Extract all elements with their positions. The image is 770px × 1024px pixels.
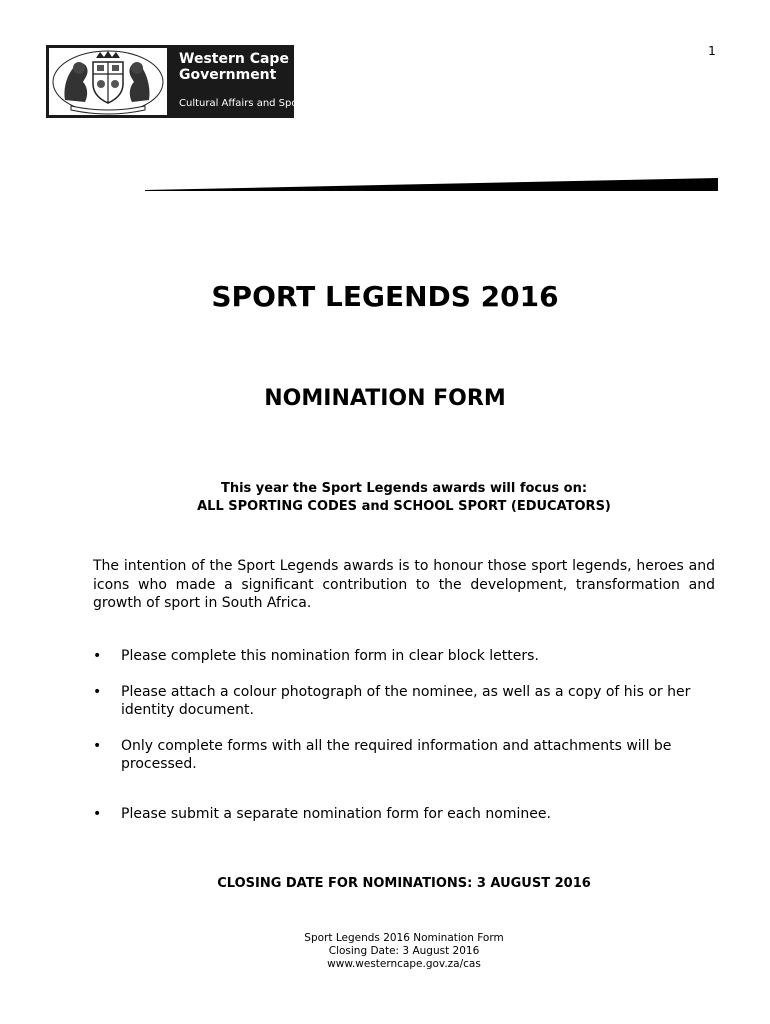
focus-statement — [0, 480, 770, 516]
bullet-icon: • — [93, 805, 102, 822]
logo-department: Cultural Affairs and Sport — [179, 98, 306, 109]
footer-website-link[interactable]: www.westerncape.gov.za/cas — [327, 958, 481, 970]
list-item-text: Please attach a colour photograph of the nominee, as well as a copy of his or her identity document. — [121, 683, 691, 718]
page-footer — [0, 932, 770, 971]
list-item — [93, 647, 715, 666]
closing-date: CLOSING DATE FOR NOMINATIONS: 3 AUGUST 2016 — [217, 876, 591, 891]
header-wedge-rule — [145, 176, 718, 192]
footer-form-name: Sport Legends 2016 Nomination Form — [304, 932, 504, 944]
list-item — [93, 683, 715, 720]
list-item — [93, 737, 715, 774]
logo-title-line-2: Government — [179, 67, 277, 83]
bullet-icon: • — [93, 737, 102, 754]
government-logo — [46, 45, 306, 118]
list-item-text: Please complete this nomination form in clear block letters. — [121, 648, 539, 664]
bullet-icon: • — [93, 648, 102, 664]
focus-line-1: This year the Sport Legends awards will focus on: — [220, 481, 588, 496]
instructions-list — [93, 647, 715, 823]
document-subtitle: NOMINATION FORM — [264, 386, 506, 411]
focus-line-2: ALL SPORTING CODES and SCHOOL SPORT (EDUCATORS) — [197, 499, 611, 514]
logo-title-line-1: Western Cape — [179, 51, 289, 67]
document-title: SPORT LEGENDS 2016 — [211, 280, 559, 313]
page-number: 1 — [708, 44, 716, 58]
list-item-text: Please submit a separate nomination form for each nominee. — [121, 805, 551, 822]
bullet-icon: • — [93, 683, 102, 700]
list-item-text: Only complete forms with all the required information and attachments will be processed. — [121, 737, 672, 772]
coat-of-arms-icon — [49, 48, 167, 115]
list-item — [93, 805, 715, 824]
intro-paragraph: The intention of the Sport Legends awards is to honour those sport legends, heroes and icons who made a significant contribution to the development, transformation and growth of sport in South Africa. — [93, 558, 715, 611]
footer-closing-date: Closing Date: 3 August 2016 — [328, 945, 480, 957]
